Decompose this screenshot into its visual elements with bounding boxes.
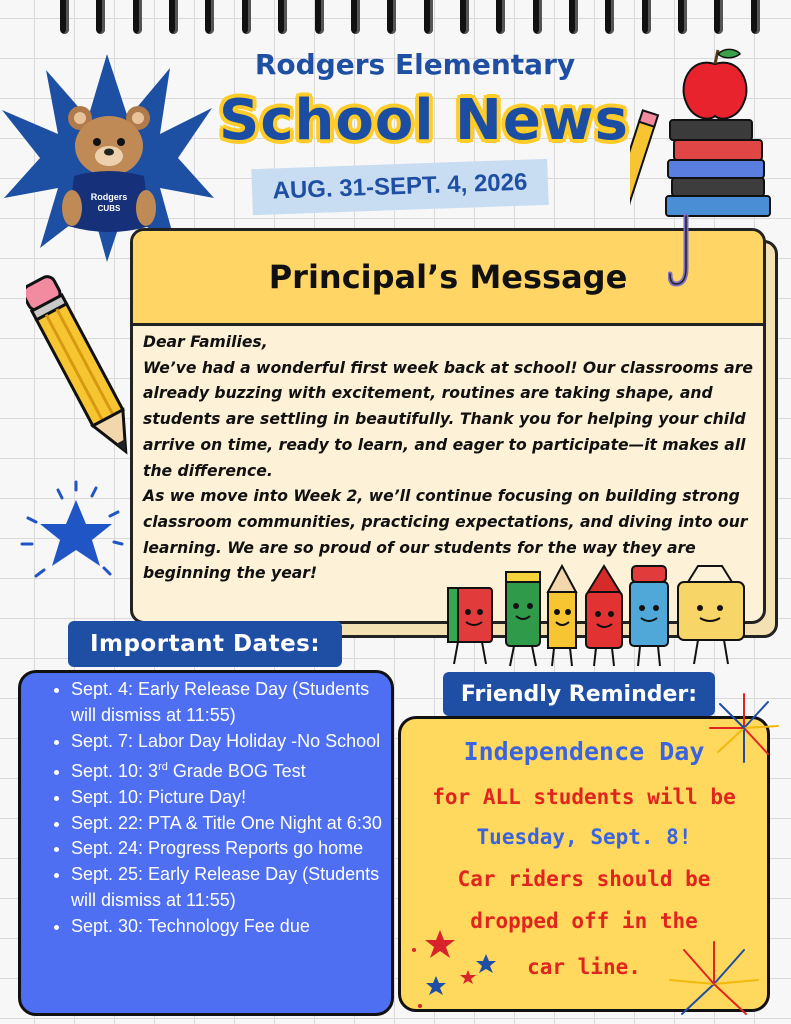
- date-item-text: Grade BOG Test: [167, 760, 306, 781]
- mascot-shirt-text-1: Rodgers: [90, 192, 128, 202]
- principal-paragraph-2: As we move into Week 2, we’ll continue focusing on building strong classroom communities, practicing expectations, and diving into our learning. We are so proud of our students for the way they are beginning the year!: [143, 487, 748, 583]
- stars-decoration-icon: [410, 926, 506, 1016]
- newsletter-title: School News: [219, 88, 629, 153]
- week-dates: AUG. 31-SEPT. 4, 2026: [272, 168, 528, 205]
- date-item: • Sept. 4: Early Release Day (Students will dismiss at 11:55): [71, 677, 383, 729]
- reminder-line: for ALL students will be: [432, 785, 736, 809]
- date-item: • Sept. 25: Early Release Day (Students will dismiss at 11:55): [71, 862, 383, 914]
- reminder-line: Tuesday, Sept. 8!: [476, 825, 692, 849]
- important-dates-label: Important Dates:: [68, 621, 342, 667]
- hook-icon: [668, 212, 698, 292]
- binder-clip-character-icon: [678, 566, 744, 664]
- spiral-binding: [60, 0, 760, 36]
- apple-books-icon: [630, 44, 780, 224]
- reminder-line: Car riders should be: [457, 867, 711, 891]
- date-item-ordinal: rd: [158, 760, 168, 773]
- important-dates-box: [18, 670, 394, 1016]
- principal-greeting: Dear Families,: [143, 333, 268, 351]
- mascot-shirt-text-2: CUBS: [97, 204, 121, 213]
- reminder-line: Independence Day: [463, 737, 705, 766]
- date-item: • Sept. 7: Labor Day Holiday -No School: [71, 729, 383, 755]
- crayon-character-icon: [586, 566, 622, 666]
- week-dates-banner: [251, 159, 548, 215]
- date-item: • Sept. 22: PTA & Title One Night at 6:30: [71, 811, 383, 837]
- star-icon: [14, 478, 132, 590]
- date-item: • Sept. 10: Picture Day!: [71, 785, 383, 811]
- important-dates-list: [21, 673, 391, 940]
- principal-message-heading: Principal’s Message: [268, 258, 628, 296]
- reminder-line: dropped off in the: [470, 909, 698, 933]
- date-item-text: Sept. 10: 3: [71, 760, 159, 781]
- pencil-character-icon: [548, 566, 576, 666]
- firework-icon: [664, 934, 764, 1020]
- school-supplies-characters: [436, 562, 756, 674]
- principal-message-body: [133, 326, 763, 587]
- book-character-icon: [448, 588, 492, 664]
- firework-icon: [706, 690, 782, 766]
- date-item: • Sept. 30: Technology Fee due: [71, 914, 383, 940]
- reminder-line: car line.: [527, 955, 641, 979]
- date-item: [71, 755, 383, 785]
- green-book-character-icon: [506, 572, 540, 666]
- marker-character-icon: [630, 566, 668, 666]
- principal-paragraph-1: We’ve had a wonderful first week back at school! Our classrooms are already buzzing with excitement, routines are taking shape, and students are settling in beautifully. Thank you for helping your child arrive on time, ready to learn, and eager to participate—it makes all the difference.: [143, 358, 753, 480]
- pencil-icon: [26, 258, 136, 458]
- friendly-reminder-label: Friendly Reminder:: [443, 672, 715, 716]
- date-item: • Sept. 24: Progress Reports go home: [71, 836, 383, 862]
- school-name: Rodgers Elementary: [254, 48, 576, 81]
